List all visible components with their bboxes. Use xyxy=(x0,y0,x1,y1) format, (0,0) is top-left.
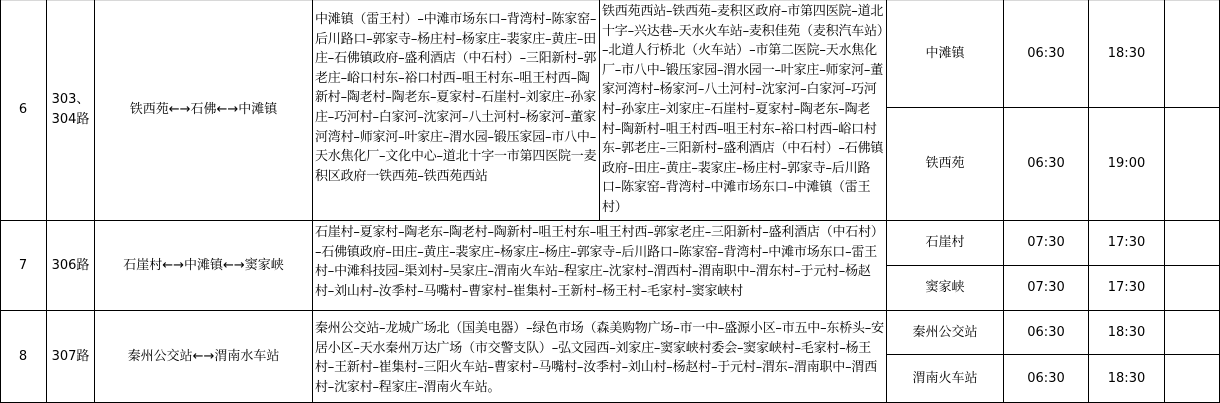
first-bus-time xyxy=(1004,355,1089,403)
row-number xyxy=(0,221,47,311)
route-stops-outbound: 中滩镇（雷王村）–中滩市场东口–背湾村–陈家窑–后川路口–郭家寺–杨庄村–杨家庄–裴家庄–黄庄–田庄–石佛镇政府–盛利酒店（中石村）–三阳新村–郭老庄–峪口村东–裕口村西–咀王村东–咀王村西–陶新村–陶老村–陶老东–夏家村–石崖村–刘家庄–孙家庄–巧河村–白家河–沈家河–八土河村–杨家河–董家河湾村–师家河–叶家庄–渭水园–锻压家园–市八中–天水焦化厂–文化中心–道北十字一市第四医院一麦积区政府一铁西苑–铁西苑西站 xyxy=(313,0,600,221)
line-name-text: 306路 xyxy=(51,257,90,273)
row-number-text: 8 xyxy=(18,348,28,364)
blank-cell xyxy=(1165,0,1220,108)
route-endpoints xyxy=(95,311,313,403)
blank-cell xyxy=(1165,221,1220,266)
row-number xyxy=(0,0,47,221)
last-bus-time-text: 18:30 xyxy=(1107,45,1146,61)
terminal-stop xyxy=(887,355,1004,403)
terminal-stop xyxy=(887,221,1004,266)
blank-cell xyxy=(1165,108,1220,221)
terminal-stop-text: 铁西苑 xyxy=(925,156,965,172)
first-bus-time xyxy=(1004,221,1089,266)
first-bus-time-text: 06:30 xyxy=(1027,156,1065,172)
last-bus-time xyxy=(1089,311,1165,355)
first-bus-time xyxy=(1004,108,1089,221)
route-stops: 秦州公交站–龙城广场北（国美电器）–绿色市场（森美购物广场–市一中–盛源小区–市五中–东桥头–安居小区–天水秦州万达广场（市交警支队）–弘文园西–刘家庄–窦家峡村委会–窦家峡村–毛家村–杨王村–王新村–崔集村–三阳火车站–曹家村–马嘴村–汝季村–刘山村–杨赵村–于元村–渭东–渭南职中–渭西村–沈家村–程家庄–渭南火车站。 xyxy=(313,311,887,403)
first-bus-time-text: 06:30 xyxy=(1027,324,1065,340)
terminal-stop-text: 窦家峡 xyxy=(925,280,965,296)
last-bus-time-text: 19:00 xyxy=(1107,156,1146,172)
last-bus-time xyxy=(1089,266,1165,311)
last-bus-time-text: 18:30 xyxy=(1107,324,1146,340)
route-endpoints-text: 秦州公交站←→渭南水车站 xyxy=(127,348,280,364)
row-number-text: 6 xyxy=(18,102,28,118)
first-bus-time-text: 06:30 xyxy=(1027,45,1065,61)
route-stops-return: 铁西苑西站–铁西苑–麦积区政府–市第四医院–道北十字–兴达巷–天水火车站–麦积佳苑（麦积汽车站）–北道人行桥北（火车站）–市第二医院–天水焦化厂–市八中–锻压家园–渭水园一–叶家庄–师家河–董家河湾村–杨家河–八土河村–沈家河–白家河–巧河村–孙家庄–刘家庄–石崖村–夏家村–陶老东–陶老村–陶新村–咀王村西–咀王村东–裕口村西–峪口村东–郭老庄–三阳新村–盛利酒店（中石村）–石佛镇政府–田庄–黄庄–裴家庄–杨庄村–郭家寺–后川路口–陈家窑–背湾村–中滩市场东口–中滩镇（雷王村） xyxy=(600,0,887,221)
terminal-stop xyxy=(887,0,1004,108)
route-endpoints xyxy=(95,221,313,311)
blank-cell xyxy=(1165,311,1220,355)
line-name-text: 307路 xyxy=(51,348,90,364)
first-bus-time-text: 06:30 xyxy=(1027,370,1065,386)
table-left-edge xyxy=(0,0,1,403)
terminal-stop xyxy=(887,266,1004,311)
line-name-part: 303、 xyxy=(51,92,90,108)
terminal-stop-text: 石崖村 xyxy=(925,235,965,251)
line-name xyxy=(47,0,95,221)
last-bus-time-text: 17:30 xyxy=(1107,235,1146,251)
last-bus-time xyxy=(1089,0,1165,108)
line-name-part: 304路 xyxy=(51,112,90,127)
terminal-stop xyxy=(887,311,1004,355)
row-number-text: 7 xyxy=(18,257,28,273)
terminal-stop-text: 秦州公交站 xyxy=(912,324,978,340)
row-number xyxy=(0,311,47,403)
terminal-stop-text: 中滩镇 xyxy=(925,45,965,61)
route-stops: 石崖村–夏家村–陶老东–陶老村–陶新村–咀王村东–咀王村西–郭家老庄–三阳新村–盛利酒店（中石村）–石佛镇政府–田庄–黄庄–裴家庄–杨家庄–杨庄–郭家寺–后川路口–陈家窑–背湾村–中滩市场东口–雷王村–中滩科技园–渠刘村–吴家庄–渭南火车站–程家庄–沈家村–渭西村–渭南职中–渭东村–于元村–杨赵村–刘山村–汝季村–马嘴村–曹家村–崔集村–王新村–杨王村–毛家村–窦家峡村 xyxy=(313,221,887,311)
last-bus-time xyxy=(1089,108,1165,221)
route-endpoints-text: 铁西苑←→石佛←→中滩镇 xyxy=(129,102,278,118)
line-name xyxy=(47,221,95,311)
route-endpoints-text: 石崖村←→中滩镇←→窦家峡 xyxy=(123,257,284,273)
first-bus-time xyxy=(1004,0,1089,108)
first-bus-time-text: 07:30 xyxy=(1027,235,1065,251)
route-endpoints xyxy=(95,0,313,221)
first-bus-time-text: 07:30 xyxy=(1027,280,1065,296)
blank-cell xyxy=(1165,266,1220,311)
first-bus-time xyxy=(1004,266,1089,311)
last-bus-time xyxy=(1089,355,1165,403)
first-bus-time xyxy=(1004,311,1089,355)
blank-cell xyxy=(1165,355,1220,403)
line-name xyxy=(47,311,95,403)
last-bus-time xyxy=(1089,221,1165,266)
last-bus-time-text: 17:30 xyxy=(1107,280,1146,296)
terminal-stop-text: 渭南火车站 xyxy=(912,370,978,386)
terminal-stop xyxy=(887,108,1004,221)
last-bus-time-text: 18:30 xyxy=(1107,370,1146,386)
line-name-text xyxy=(52,90,90,129)
